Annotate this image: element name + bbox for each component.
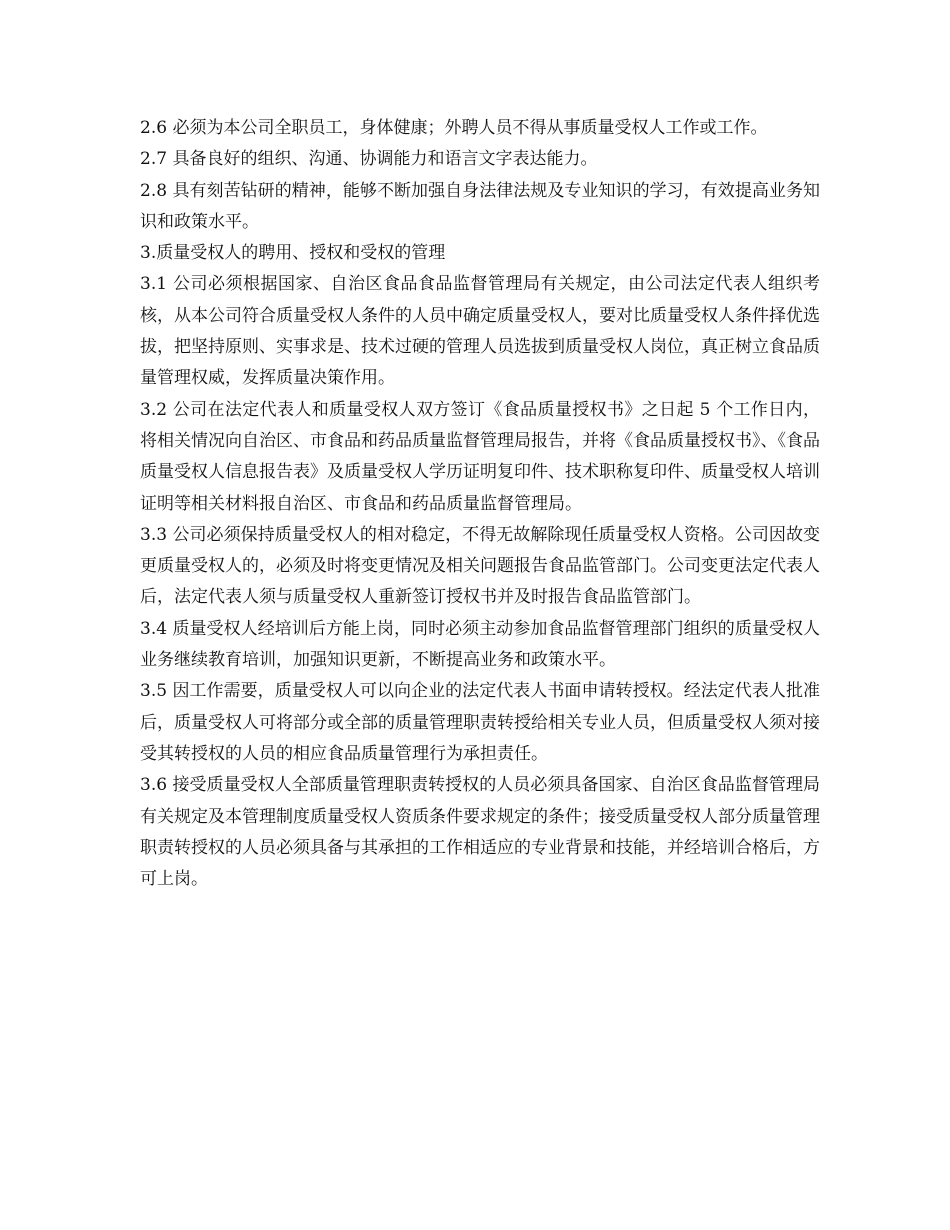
paragraph-2-6: 2.6 必须为本公司全职员工，身体健康；外聘人员不得从事质量受权人工作或工作。 bbox=[140, 118, 768, 138]
paragraph-3-1: 3.1 公司必须根据国家、自治区食品食品监督管理局有关规定，由公司法定代表人组织考核，从本公司符合质量受权人条件的人员中确定质量受权人，要对比质量受权人条件择优选拔，把坚持原则、实事求是、技术过硬的管理人员选拔到质量受权人岗位，真正树立食品质量管理权威，发挥质量决策作用。 bbox=[140, 274, 820, 389]
paragraph-3-2: 3.2 公司在法定代表人和质量受权人双方签订《食品质量授权书》之日起 5 个工作日内，将相关情况向自治区、市食品和药品质量监督管理局报告，并将《食品质量授权书》、《食品质量受权人信息报告表》及质量受权人学历证明复印件、技术职称复印件、质量受权人培训证明等相关材料报自治区、市食品和药品质量监督管理局。 bbox=[140, 399, 820, 514]
document-body bbox=[140, 113, 820, 895]
paragraph-3-4: 3.4 质量受权人经培训后方能上岗，同时必须主动参加食品监督管理部门组织的质量受权人业务继续教育培训，加强知识更新，不断提高业务和政策水平。 bbox=[140, 618, 820, 671]
paragraph-2-7: 2.7 具备良好的组织、沟通、协调能力和语言文字表达能力。 bbox=[140, 149, 598, 170]
paragraph-3-6: 3.6 接受质量受权人全部质量管理职责转授权的人员必须具备国家、自治区食品监督管理局有关规定及本管理制度质量受权人资质条件要求规定的条件；接受质量受权人部分质量管理职责转授权的人员必须具备与其承担的工作相适应的专业背景和技能，并经培训合格后，方可上岗。 bbox=[140, 775, 820, 890]
section-heading-3: 3.质量受权人的聘用、授权和受权的管理 bbox=[140, 243, 446, 264]
paragraph-3-3: 3.3 公司必须保持质量受权人的相对稳定，不得无故解除现任质量受权人资格。公司因故变更质量受权人的，必须及时将变更情况及相关问题报告食品监管部门。公司变更法定代表人后，法定代表人须与质量受权人重新签订授权书并及时报告食品监管部门。 bbox=[140, 524, 820, 608]
paragraph-2-8: 2.8 具有刻苦钻研的精神，能够不断加强自身法律法规及专业知识的学习，有效提高业务知识和政策水平。 bbox=[140, 180, 820, 232]
paragraph-3-5: 3.5 因工作需要，质量受权人可以向企业的法定代表人书面申请转授权。经法定代表人批准后，质量受权人可将部分或全部的质量管理职责转授给相关专业人员，但质量受权人须对接受其转授权的人员的相应食品质量管理行为承担责任。 bbox=[140, 681, 820, 764]
